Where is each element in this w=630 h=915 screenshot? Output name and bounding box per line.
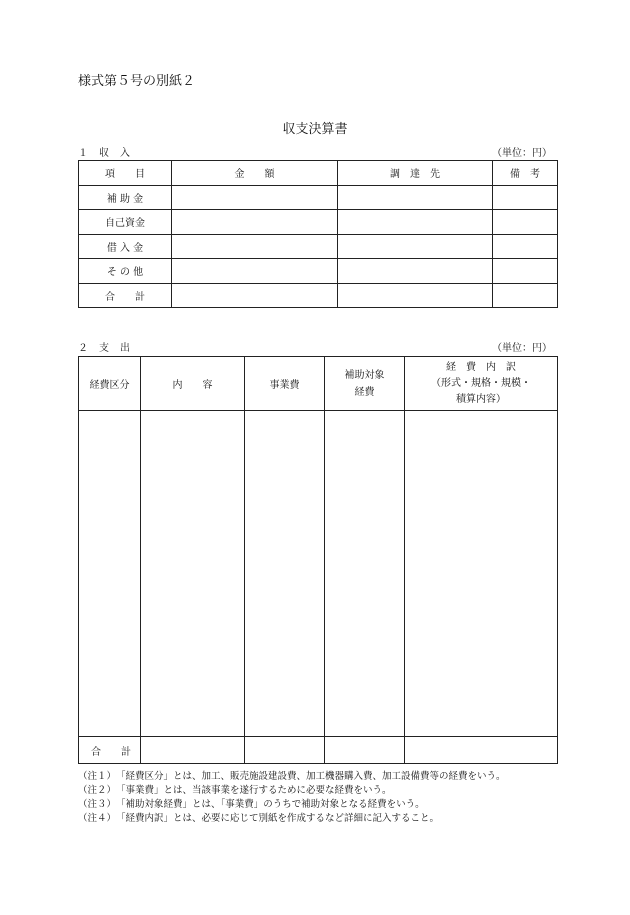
expense-eligible-cost-cell[interactable] bbox=[325, 411, 405, 737]
notes bbox=[78, 770, 558, 826]
income-source-cell[interactable] bbox=[338, 210, 493, 235]
expense-col-category: 経費区分 bbox=[79, 357, 141, 411]
table-row bbox=[79, 283, 558, 308]
income-amount-cell[interactable] bbox=[172, 185, 338, 210]
income-remarks-cell[interactable] bbox=[493, 283, 558, 308]
expense-content-cell[interactable] bbox=[141, 411, 245, 737]
table-row bbox=[79, 259, 558, 284]
expense-heading: ２ 支 出 bbox=[78, 343, 131, 354]
income-col-source: 調 達 先 bbox=[338, 161, 493, 186]
income-source-cell[interactable] bbox=[338, 234, 493, 259]
note-text: 「補助対象経費」とは、「事業費」のうちで補助対象となる経費をいう。 bbox=[116, 799, 425, 810]
note-2 bbox=[78, 784, 558, 798]
income-header-row bbox=[79, 161, 558, 186]
expense-col-eligible-cost: 補助対象 経費 bbox=[325, 357, 405, 411]
income-row-label: 合 計 bbox=[79, 283, 172, 308]
note-label: （注２） bbox=[78, 785, 117, 796]
income-heading: １ 収 入 bbox=[78, 148, 131, 159]
expense-total-row bbox=[79, 737, 558, 764]
expense-content-total-cell[interactable] bbox=[141, 737, 245, 764]
income-amount-cell[interactable] bbox=[172, 210, 338, 235]
expense-table bbox=[78, 356, 558, 764]
income-unit: （単位：円） bbox=[492, 148, 552, 159]
income-remarks-cell[interactable] bbox=[493, 234, 558, 259]
income-remarks-cell[interactable] bbox=[493, 259, 558, 284]
table-row bbox=[79, 185, 558, 210]
income-source-cell[interactable] bbox=[338, 259, 493, 284]
note-label: （注１） bbox=[78, 771, 117, 782]
income-row-label: 借 入 金 bbox=[79, 234, 172, 259]
expense-eligible-cost-total-cell[interactable] bbox=[325, 737, 405, 764]
expense-col-content: 内 容 bbox=[141, 357, 245, 411]
income-remarks-cell[interactable] bbox=[493, 210, 558, 235]
document-title: 収支決算書 bbox=[282, 122, 348, 137]
note-label: （注３） bbox=[78, 799, 117, 810]
expense-col-breakdown: 経 費 内 訳 （形式・規格・規模・ 積算内容） bbox=[405, 357, 558, 411]
expense-header-row bbox=[79, 357, 558, 411]
expense-breakdown-cell[interactable] bbox=[405, 411, 558, 737]
expense-col-project-cost: 事業費 bbox=[245, 357, 325, 411]
form-number: 様式第５号の別紙２ bbox=[78, 74, 196, 89]
table-row bbox=[79, 234, 558, 259]
income-source-cell[interactable] bbox=[338, 283, 493, 308]
income-amount-cell[interactable] bbox=[172, 259, 338, 284]
note-text: 「事業費」とは、当該事業を遂行するために必要な経費をいう。 bbox=[116, 785, 392, 796]
expense-unit: （単位：円） bbox=[492, 343, 552, 354]
note-1 bbox=[78, 770, 558, 784]
expense-breakdown-total-cell[interactable] bbox=[405, 737, 558, 764]
income-col-item: 項 目 bbox=[79, 161, 172, 186]
note-text: 「経費区分」とは、加工、販売施設建設費、加工機器購入費、加工設備費等の経費をいう。 bbox=[116, 771, 506, 782]
income-col-remarks: 備 考 bbox=[493, 161, 558, 186]
note-3 bbox=[78, 798, 558, 812]
income-row-label: 補 助 金 bbox=[79, 185, 172, 210]
expense-total-label: 合 計 bbox=[79, 737, 141, 764]
note-label: （注４） bbox=[78, 813, 117, 824]
expense-project-cost-total-cell[interactable] bbox=[245, 737, 325, 764]
table-row bbox=[79, 210, 558, 235]
income-col-amount: 金 額 bbox=[172, 161, 338, 186]
income-row-label: 自己資金 bbox=[79, 210, 172, 235]
note-4 bbox=[78, 812, 558, 826]
expense-project-cost-cell[interactable] bbox=[245, 411, 325, 737]
income-table bbox=[78, 160, 558, 308]
income-source-cell[interactable] bbox=[338, 185, 493, 210]
note-text: 「経費内訳」とは、必要に応じて別紙を作成するなど詳細に記入すること。 bbox=[116, 813, 440, 824]
income-remarks-cell[interactable] bbox=[493, 185, 558, 210]
income-row-label: そ の 他 bbox=[79, 259, 172, 284]
table-row bbox=[79, 411, 558, 737]
income-amount-cell[interactable] bbox=[172, 234, 338, 259]
income-amount-cell[interactable] bbox=[172, 283, 338, 308]
expense-category-cell[interactable] bbox=[79, 411, 141, 737]
